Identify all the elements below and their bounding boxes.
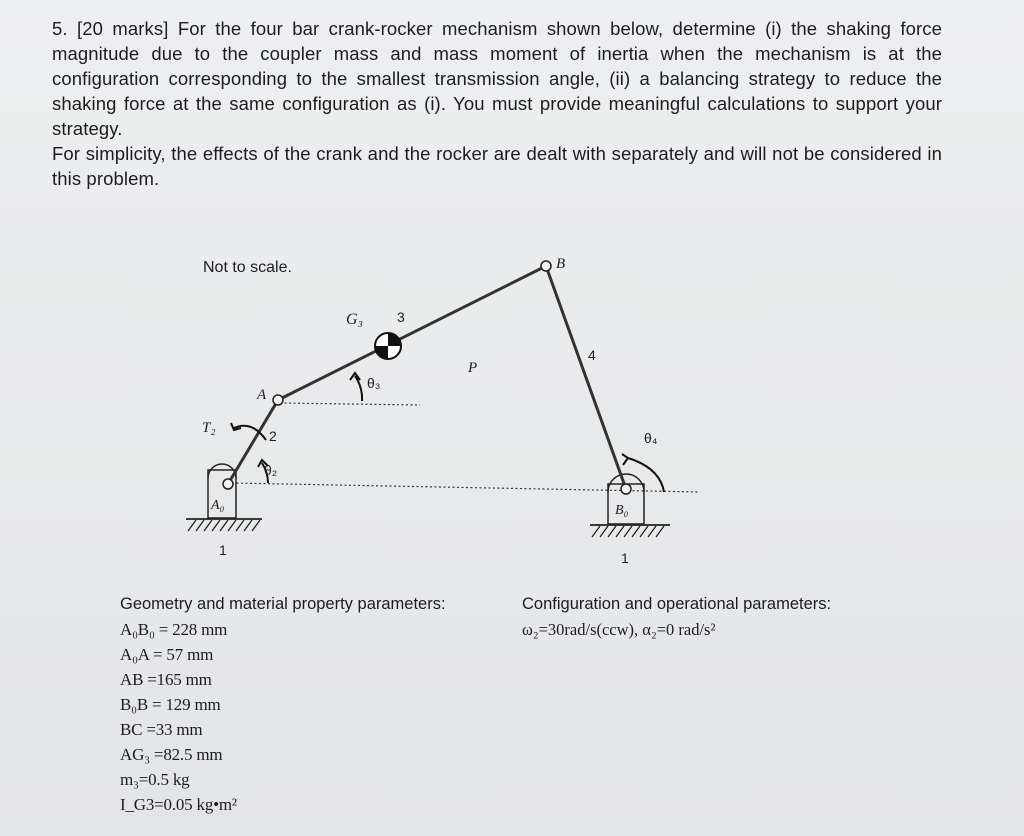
param-ag3: AG₃ =82.5 mm	[120, 745, 223, 764]
param-m3: m₃=0.5 kg	[120, 770, 190, 789]
not-to-scale-note: Not to scale.	[203, 259, 292, 276]
configuration-heading: Configuration and operational parameters:	[522, 595, 832, 613]
geometry-parameters	[120, 592, 520, 817]
param-bc: BC =33 mm	[120, 720, 203, 739]
label-g3: G₃	[346, 311, 364, 328]
label-ground-left: 1	[219, 542, 227, 558]
joint-b	[541, 261, 551, 271]
theta3-reference-line	[280, 403, 420, 405]
label-b: B	[556, 256, 566, 272]
param-ig3: I_G3=0.05 kg•m²	[120, 795, 237, 814]
label-theta3: θ₃	[367, 375, 381, 391]
param-a0b0: A₀B₀ = 228 mm	[120, 620, 228, 639]
problem-paragraph-1: 5. [20 marks] For the four bar crank-rocker mechanism shown below, determine (i) the shaking force magnitude due to the coupler mass and mass moment of inertia when the mechanism is at the configuration corresponding to the smallest transmission angle, (ii) a balancing strategy to reduce the shaking force at the same configuration as (i). You must provide meaningful calculations to support your strategy.	[52, 18, 942, 139]
label-b0: B₀	[615, 503, 629, 518]
label-link-4: 4	[588, 347, 596, 363]
label-link-2: 2	[269, 428, 277, 444]
ground-pivot-b0	[590, 474, 670, 537]
param-a0a: A₀A = 57 mm	[120, 645, 214, 664]
label-a0: A₀	[211, 498, 225, 513]
configuration-parameters	[522, 592, 942, 642]
label-ground-right: 1	[621, 550, 629, 566]
label-p: P	[468, 360, 478, 376]
geometry-heading: Geometry and material property parameters:	[120, 595, 446, 613]
label-t2: T₂	[202, 420, 216, 436]
label-a: A	[257, 387, 267, 403]
center-of-mass-g3-icon	[375, 333, 401, 359]
link-4-rocker	[546, 266, 626, 489]
joint-a0	[223, 479, 233, 489]
label-link-3: 3	[397, 309, 405, 325]
configuration-values: ω₂=30rad/s(ccw), α₂=0 rad/s²	[522, 620, 716, 639]
param-ab: AB =165 mm	[120, 670, 212, 689]
problem-paragraph-2: For simplicity, the effects of the crank and the rocker are dealt with separately and will not be considered in this problem.	[52, 143, 942, 189]
joint-b0	[621, 484, 631, 494]
label-theta2: θ₂	[264, 462, 278, 478]
joint-a	[273, 395, 283, 405]
param-b0b: B₀B = 129 mm	[120, 695, 221, 714]
theta3-arrow-icon	[350, 373, 362, 401]
link-3-coupler	[278, 266, 546, 400]
label-theta4: θ₄	[644, 430, 658, 446]
